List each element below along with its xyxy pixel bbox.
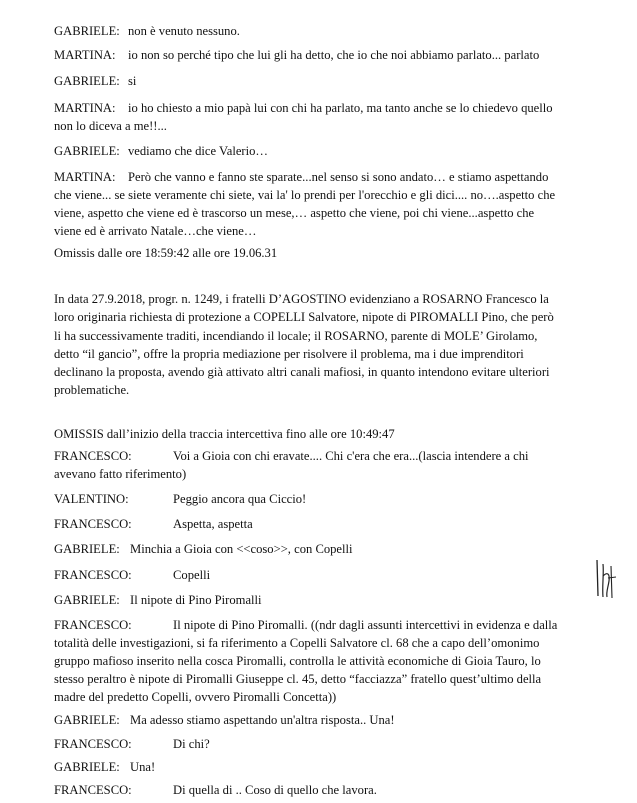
- dialogue-line: Però che vanno e fanno ste sparate...nel senso si sono andato… e stiamo aspettando: [128, 170, 549, 184]
- summary-line: In data 27.9.2018, progr. n. 1249, i fratelli D’AGOSTINO evidenziano a ROSARNO Francesco la: [54, 292, 549, 306]
- speaker-label: GABRIELE:: [54, 593, 120, 607]
- dialogue-line: Di chi?: [173, 737, 210, 751]
- dialogue-line: Copelli: [173, 568, 211, 582]
- speaker-label: GABRIELE:: [54, 74, 120, 88]
- speaker-label: VALENTINO:: [54, 492, 129, 506]
- speaker-label: GABRIELE:: [54, 24, 120, 38]
- dialogue-line: Minchia a Gioia con <<coso>>, con Copelli: [130, 542, 353, 556]
- dialogue-line-continued: stesso peraltro è nipote di Piromalli Giuseppe cl. 45, detto “facciazza” fratello quest’ultimo della: [54, 672, 542, 686]
- dialogue-line: Di quella di .. Coso di quello che lavora.: [173, 783, 377, 797]
- dialogue-line-continued: totalità delle investigazioni, si fa riferimento a Copelli Salvatore cl. 68 che a capo dell’omonimo: [54, 636, 540, 650]
- dialogue-line-continued: madre del predetto Copelli, ovvero Piromalli Concetta)): [54, 690, 337, 704]
- dialogue-line-continued: gruppo mafioso inserito nella cosca Piromalli, controlla le attività economiche di Gioia Tauro, lo: [54, 654, 541, 668]
- speaker-label: GABRIELE:: [54, 713, 120, 727]
- dialogue-line: Voi a Gioia con chi eravate.... Chi c'era che era...(lascia intendere a chi: [173, 449, 529, 463]
- dialogue-line: Il nipote di Pino Piromalli: [130, 593, 262, 607]
- summary-line: declinano la proposta, avendo già attivato altri canali mafiosi, in quanto intendono evitare ulteriori: [54, 365, 550, 379]
- summary-line: problematiche.: [54, 383, 130, 397]
- speaker-label: FRANCESCO:: [54, 449, 132, 463]
- dialogue-line: si: [128, 74, 137, 88]
- speaker-label: FRANCESCO:: [54, 517, 132, 531]
- dialogue-line: io non so perché tipo che lui gli ha detto, che io che noi abbiamo parlato... parlato: [128, 48, 540, 62]
- speaker-label: FRANCESCO:: [54, 568, 132, 582]
- dialogue-line: Aspetta, aspetta: [173, 517, 253, 531]
- omissis-note: OMISSIS dall’inizio della traccia intercettiva fino alle ore 10:49:47: [54, 427, 395, 441]
- speaker-label: FRANCESCO:: [54, 783, 132, 797]
- dialogue-line-continued: avevano fatto riferimento): [54, 467, 187, 481]
- dialogue-line: Ma adesso stiamo aspettando un'altra risposta.. Una!: [130, 713, 395, 727]
- dialogue-line-continued: non lo diceva a me!!...: [54, 119, 167, 133]
- dialogue-line: vediamo che dice Valerio…: [128, 144, 268, 158]
- speaker-label: GABRIELE:: [54, 760, 120, 774]
- omissis-note: Omissis dalle ore 18:59:42 alle ore 19.06.31: [54, 246, 278, 260]
- summary-line: detto “il gancio”, offre la propria mediazione per risolvere il problema, ma i due imprenditori: [54, 347, 524, 361]
- dialogue-line: Peggio ancora qua Ciccio!: [173, 492, 307, 506]
- handwritten-initials: [594, 556, 618, 600]
- dialogue-line-continued: viene ed è arrivato Natale…che viene…: [54, 224, 257, 238]
- summary-line: loro originaria richiesta di protezione a COPELLI Salvatore, nipote di PIROMALLI Pino, che però: [54, 310, 554, 324]
- speaker-label: MARTINA:: [54, 101, 116, 115]
- speaker-label: FRANCESCO:: [54, 618, 132, 632]
- dialogue-line: Una!: [130, 760, 156, 774]
- dialogue-line: io ho chiesto a mio papà lui con chi ha parlato, ma tanto anche se lo chiedevo quello: [128, 101, 553, 115]
- dialogue-line-continued: che viene... se siete veramente chi siete, vai la' lo prendi per l'orecchio e gli dici.... no….aspetto che: [54, 188, 556, 202]
- dialogue-line: Il nipote di Pino Piromalli. ((ndr dagli assunti intercettivi in evidenza e dalla: [173, 618, 558, 632]
- dialogue-line: non è venuto nessuno.: [128, 24, 240, 38]
- speaker-label: GABRIELE:: [54, 144, 120, 158]
- dialogue-line-continued: viene, aspetto che viene ed è trascorso un mese,… aspetto che viene, poi chi viene...aspetto che: [54, 206, 535, 220]
- speaker-label: FRANCESCO:: [54, 737, 132, 751]
- speaker-label: MARTINA:: [54, 48, 116, 62]
- speaker-label: GABRIELE:: [54, 542, 120, 556]
- summary-line: li ha successivamente traditi, incendiando il locale; il ROSARNO, parente di MOLE’ Girolamo,: [54, 329, 538, 343]
- speaker-label: MARTINA:: [54, 170, 116, 184]
